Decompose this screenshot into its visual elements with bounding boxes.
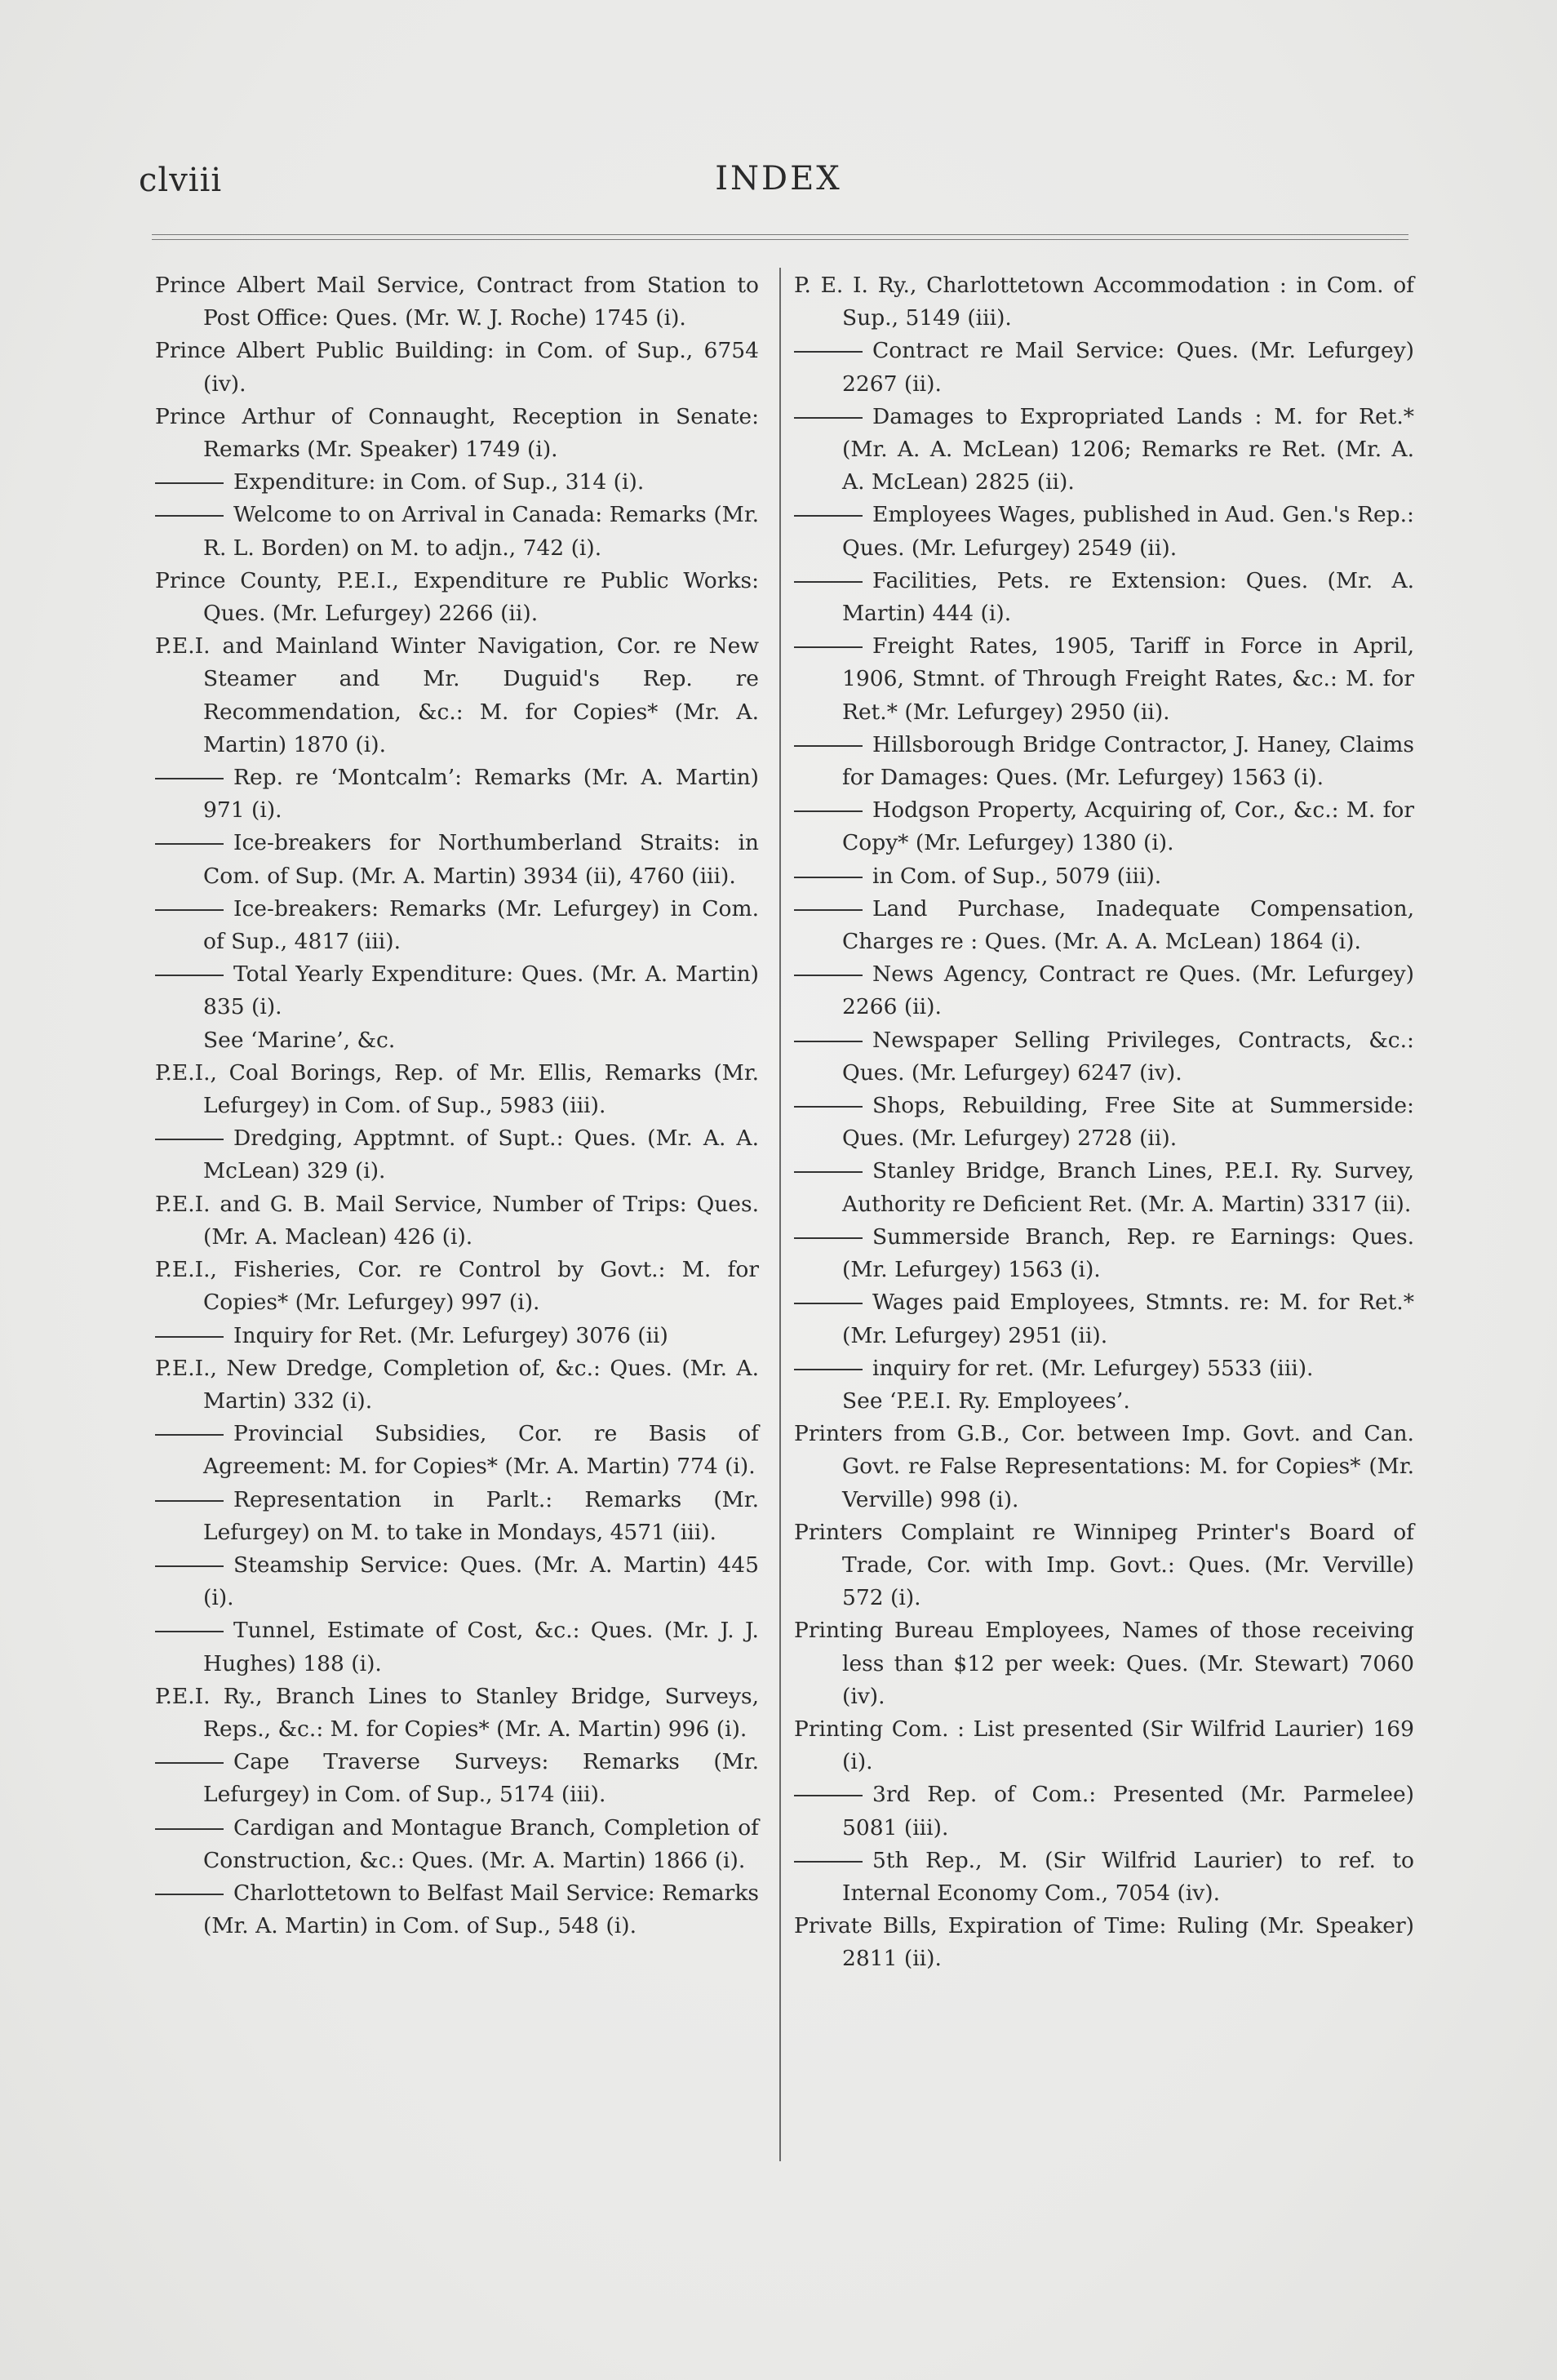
ditto-dash (155, 843, 224, 845)
index-subentry (155, 466, 759, 499)
ditto-dash (155, 1139, 224, 1140)
ditto-dash (794, 515, 863, 517)
entry-text: P.E.I., Fisheries, Cor. re Control by Govt.: M. for Copies* (Mr. Lefurgey) 997 (i). (155, 1257, 759, 1316)
entry-text: Contract re Mail Service: Ques. (Mr. Lefurgey) 2267 (ii). (842, 338, 1414, 397)
index-subentry (155, 1549, 759, 1614)
entry-text: Cape Traverse Surveys: Remarks (Mr. Lefurgey) in Com. of Sup., 5174 (iii). (203, 1749, 759, 1808)
entry-text: P. E. I. Ry., Charlottetown Accommodation : in Com. of Sup., 5149 (iii). (794, 273, 1414, 331)
index-entry (155, 335, 759, 400)
index-subentry (794, 1090, 1414, 1155)
index-entry (155, 401, 759, 466)
index-entry (794, 1910, 1414, 1975)
index-subentry (794, 1352, 1414, 1385)
entry-text: Printing Com. : List presented (Sir Wilfrid Laurier) 169 (i). (794, 1716, 1414, 1775)
ditto-dash (794, 646, 863, 648)
index-entry (794, 1713, 1414, 1778)
index-entry (155, 1057, 759, 1122)
ditto-dash (155, 482, 224, 484)
entry-text: Ice-breakers: Remarks (Mr. Lefurgey) in Com. of Sup., 4817 (iii). (203, 895, 759, 955)
entry-text: Total Yearly Expenditure: Ques. (Mr. A. Martin) 835 (i). (203, 961, 759, 1020)
entry-text: Charlottetown to Belfast Mail Service: Remarks (Mr. A. Martin) in Com. of Sup., 548 (i). (203, 1880, 759, 1939)
ditto-dash (794, 1303, 863, 1304)
entry-text: Prince Albert Public Building: in Com. of Sup., 6754 (iv). (155, 338, 759, 397)
entry-text: Prince County, P.E.I., Expenditure re Public Works: Ques. (Mr. Lefurgey) 2266 (ii). (155, 567, 759, 627)
ditto-dash (794, 581, 863, 583)
entry-text: Facilities, Pets. re Extension: Ques. (Mr. A. Martin) 444 (i). (842, 567, 1414, 627)
entry-text: Dredging, Apptmnt. of Supt.: Ques. (Mr. A. A. McLean) 329 (i). (203, 1126, 759, 1184)
ditto-dash (794, 810, 863, 812)
ditto-dash (155, 1336, 224, 1338)
index-subentry (794, 499, 1414, 564)
entry-text: Representation in Parlt.: Remarks (Mr. Lefurgey) on M. to take in Mondays, 4571 (iii). (203, 1486, 759, 1545)
entry-text: Printing Bureau Employees, Names of those receiving less than $12 per week: Ques. (Mr. Stewart) 7060 (iv). (794, 1618, 1414, 1709)
entry-text: Wages paid Employees, Stmnts. re: M. for Ret.* (Mr. Lefurgey) 2951 (ii). (842, 1290, 1414, 1348)
entry-text: See ‘P.E.I. Ry. Employees’. (842, 1388, 1130, 1414)
index-subentry (155, 1746, 759, 1811)
ditto-dash (155, 1565, 224, 1567)
entry-text: inquiry for ret. (Mr. Lefurgey) 5533 (iii). (872, 1355, 1314, 1381)
entry-text: Newspaper Selling Privileges, Contracts, &c.: Ques. (Mr. Lefurgey) 6247 (iv). (842, 1027, 1414, 1086)
entry-text: Private Bills, Expiration of Time: Ruling (Mr. Speaker) 2811 (ii). (794, 1913, 1414, 1972)
entry-text: Stanley Bridge, Branch Lines, P.E.I. Ry. Survey, Authority re Deficient Ret. (Mr. A. Martin) 3317 (ii). (842, 1158, 1414, 1217)
right-column (794, 269, 1414, 1976)
index-entry (155, 1681, 759, 1746)
column-divider (779, 268, 781, 2161)
index-subentry (155, 1320, 759, 1352)
entry-text: P.E.I. and Mainland Winter Navigation, Cor. re New Steamer and Mr. Duguid's Rep. re Recommendation, &c.: M. for Copies* (Mr. A. Martin) 1870 (i). (155, 633, 759, 757)
index-entry (155, 269, 759, 335)
entry-text: Provincial Subsidies, Cor. re Basis of Agreement: M. for Copies* (Mr. A. Martin) 774 (i). (203, 1421, 759, 1480)
ditto-dash (155, 515, 224, 517)
entry-text: in Com. of Sup., 5079 (iii). (872, 863, 1162, 889)
entry-text: Steamship Service: Ques. (Mr. A. Martin) 445 (i). (203, 1552, 759, 1611)
left-column (155, 269, 759, 1943)
entry-text: Tunnel, Estimate of Cost, &c.: Ques. (Mr. J. J. Hughes) 188 (i). (203, 1618, 759, 1676)
index-subentry (794, 1845, 1414, 1910)
ditto-dash (155, 1894, 224, 1895)
entry-text: Printers from G.B., Cor. between Imp. Govt. and Can. Govt. re False Representations: M. for Copies* (Mr. Verville) 998 (i). (794, 1421, 1414, 1512)
index-subentry (794, 1024, 1414, 1090)
entry-text: Employees Wages, published in Aud. Gen.'s Rep.: Ques. (Mr. Lefurgey) 2549 (ii). (842, 502, 1414, 561)
entry-text: Hillsborough Bridge Contractor, J. Haney, Claims for Damages: Ques. (Mr. Lefurgey) 1563 (i). (842, 731, 1414, 791)
index-subentry (155, 1418, 759, 1483)
ditto-dash (155, 1631, 224, 1632)
ditto-dash (155, 1434, 224, 1436)
entry-text: Prince Albert Mail Service, Contract from Station to Post Office: Ques. (Mr. W. J. Roche) 1745 (i). (155, 273, 759, 331)
index-subentry (794, 958, 1414, 1023)
entry-text: P.E.I. and G. B. Mail Service, Number of Trips: Ques. (Mr. A. Maclean) 426 (i). (155, 1191, 759, 1250)
index-subentry (794, 630, 1414, 729)
index-subentry (794, 1155, 1414, 1220)
entry-text: Expenditure: in Com. of Sup., 314 (i). (233, 469, 645, 495)
ditto-dash (794, 1861, 863, 1863)
index-subentry (155, 1122, 759, 1188)
ditto-dash (155, 1828, 224, 1830)
index-entry (794, 1385, 1414, 1418)
entry-text: Welcome to on Arrival in Canada: Remarks (Mr. R. L. Borden) on M. to adjn., 742 (i). (203, 502, 759, 561)
index-subentry (155, 893, 759, 958)
ditto-dash (794, 1795, 863, 1796)
ditto-dash (794, 1369, 863, 1370)
index-subentry (794, 1221, 1414, 1286)
index-subentry (794, 794, 1414, 859)
ditto-dash (794, 975, 863, 976)
index-subentry (155, 762, 759, 827)
ditto-dash (155, 778, 224, 779)
index-entry (794, 1516, 1414, 1615)
entry-text: 3rd Rep. of Com.: Presented (Mr. Parmelee) 5081 (iii). (842, 1782, 1414, 1841)
ditto-dash (794, 877, 863, 878)
index-entry (155, 1024, 759, 1057)
index-entry (794, 1614, 1414, 1713)
entry-text: Hodgson Property, Acquiring of, Cor., &c.: M. for Copy* (Mr. Lefurgey) 1380 (i). (842, 797, 1414, 856)
ditto-dash (155, 909, 224, 911)
entry-text: Shops, Rebuilding, Free Site at Summerside: Ques. (Mr. Lefurgey) 2728 (ii). (842, 1093, 1414, 1152)
entry-text: 5th Rep., M. (Sir Wilfrid Laurier) to ref. to Internal Economy Com., 7054 (iv). (842, 1847, 1414, 1906)
entry-text: Land Purchase, Inadequate Compensation, Charges re : Ques. (Mr. A. A. McLean) 1864 (i). (842, 895, 1414, 955)
ditto-dash (794, 745, 863, 747)
entry-text: Freight Rates, 1905, Tariff in Force in April, 1906, Stmnt. of Through Freight Rates, &c.: M. for Ret.* (Mr. Lefurgey) 2950 (ii). (842, 633, 1414, 725)
entry-text: Inquiry for Ret. (Mr. Lefurgey) 3076 (ii) (233, 1322, 668, 1348)
entry-text: Prince Arthur of Connaught, Reception in Senate: Remarks (Mr. Speaker) 1749 (i). (155, 403, 759, 463)
index-entry (155, 1254, 759, 1319)
index-subentry (794, 565, 1414, 630)
entry-text: P.E.I., New Dredge, Completion of, &c.: Ques. (Mr. A. Martin) 332 (i). (155, 1355, 759, 1414)
index-entry (155, 630, 759, 762)
ditto-dash (794, 1171, 863, 1173)
index-subentry (155, 1877, 759, 1943)
index-subentry (155, 1484, 759, 1549)
index-subentry (794, 893, 1414, 958)
index-subentry (794, 1778, 1414, 1844)
entry-text: News Agency, Contract re Ques. (Mr. Lefurgey) 2266 (ii). (842, 961, 1414, 1020)
page-number: clviii (139, 162, 223, 199)
ditto-dash (155, 975, 224, 976)
ditto-dash (794, 351, 863, 353)
index-subentry (794, 860, 1414, 893)
entry-text: P.E.I. Ry., Branch Lines to Stanley Bridge, Surveys, Reps., &c.: M. for Copies* (Mr. A. Martin) 996 (i). (155, 1683, 759, 1742)
ditto-dash (794, 909, 863, 911)
entry-text: Printers Complaint re Winnipeg Printer's Board of Trade, Cor. with Imp. Govt.: Ques. (Mr. Verville) 572 (i). (794, 1519, 1414, 1611)
ditto-dash (794, 1237, 863, 1239)
index-entry (794, 1418, 1414, 1516)
entry-text: See ‘Marine’, &c. (203, 1027, 396, 1053)
index-subentry (155, 827, 759, 892)
ditto-dash (155, 1762, 224, 1764)
index-subentry (155, 1614, 759, 1680)
entry-text: Rep. re ‘Montcalm’: Remarks (Mr. A. Martin) 971 (i). (203, 765, 759, 824)
entry-text: Summerside Branch, Rep. re Earnings: Ques. (Mr. Lefurgey) 1563 (i). (842, 1223, 1414, 1283)
index-subentry (155, 499, 759, 564)
ditto-dash (794, 1041, 863, 1042)
entry-text: Damages to Expropriated Lands : M. for Ret.* (Mr. A. A. McLean) 1206; Remarks re Ret. (Mr. A. A. McLean) 2825 (ii). (842, 403, 1414, 495)
page-title: INDEX (715, 160, 842, 198)
index-subentry (155, 958, 759, 1023)
entry-text: Ice-breakers for Northumberland Straits: in Com. of Sup. (Mr. A. Martin) 3934 (ii), 4760 (iii). (203, 830, 759, 889)
ditto-dash (794, 1106, 863, 1108)
index-subentry (794, 1286, 1414, 1352)
index-subentry (794, 335, 1414, 400)
index-subentry (794, 729, 1414, 794)
index-entry (155, 565, 759, 630)
ditto-dash (794, 417, 863, 419)
index-entry (155, 1352, 759, 1418)
index-entry (155, 1188, 759, 1254)
index-subentry (155, 1812, 759, 1877)
entry-text: P.E.I., Coal Borings, Rep. of Mr. Ellis, Remarks (Mr. Lefurgey) in Com. of Sup., 5983 (iii). (155, 1059, 759, 1119)
entry-text: Cardigan and Montague Branch, Completion of Construction, &c.: Ques. (Mr. A. Martin) 1866 (i). (203, 1814, 759, 1873)
index-subentry (794, 401, 1414, 500)
ditto-dash (155, 1500, 224, 1502)
index-entry (794, 269, 1414, 335)
header-rule (152, 234, 1408, 240)
